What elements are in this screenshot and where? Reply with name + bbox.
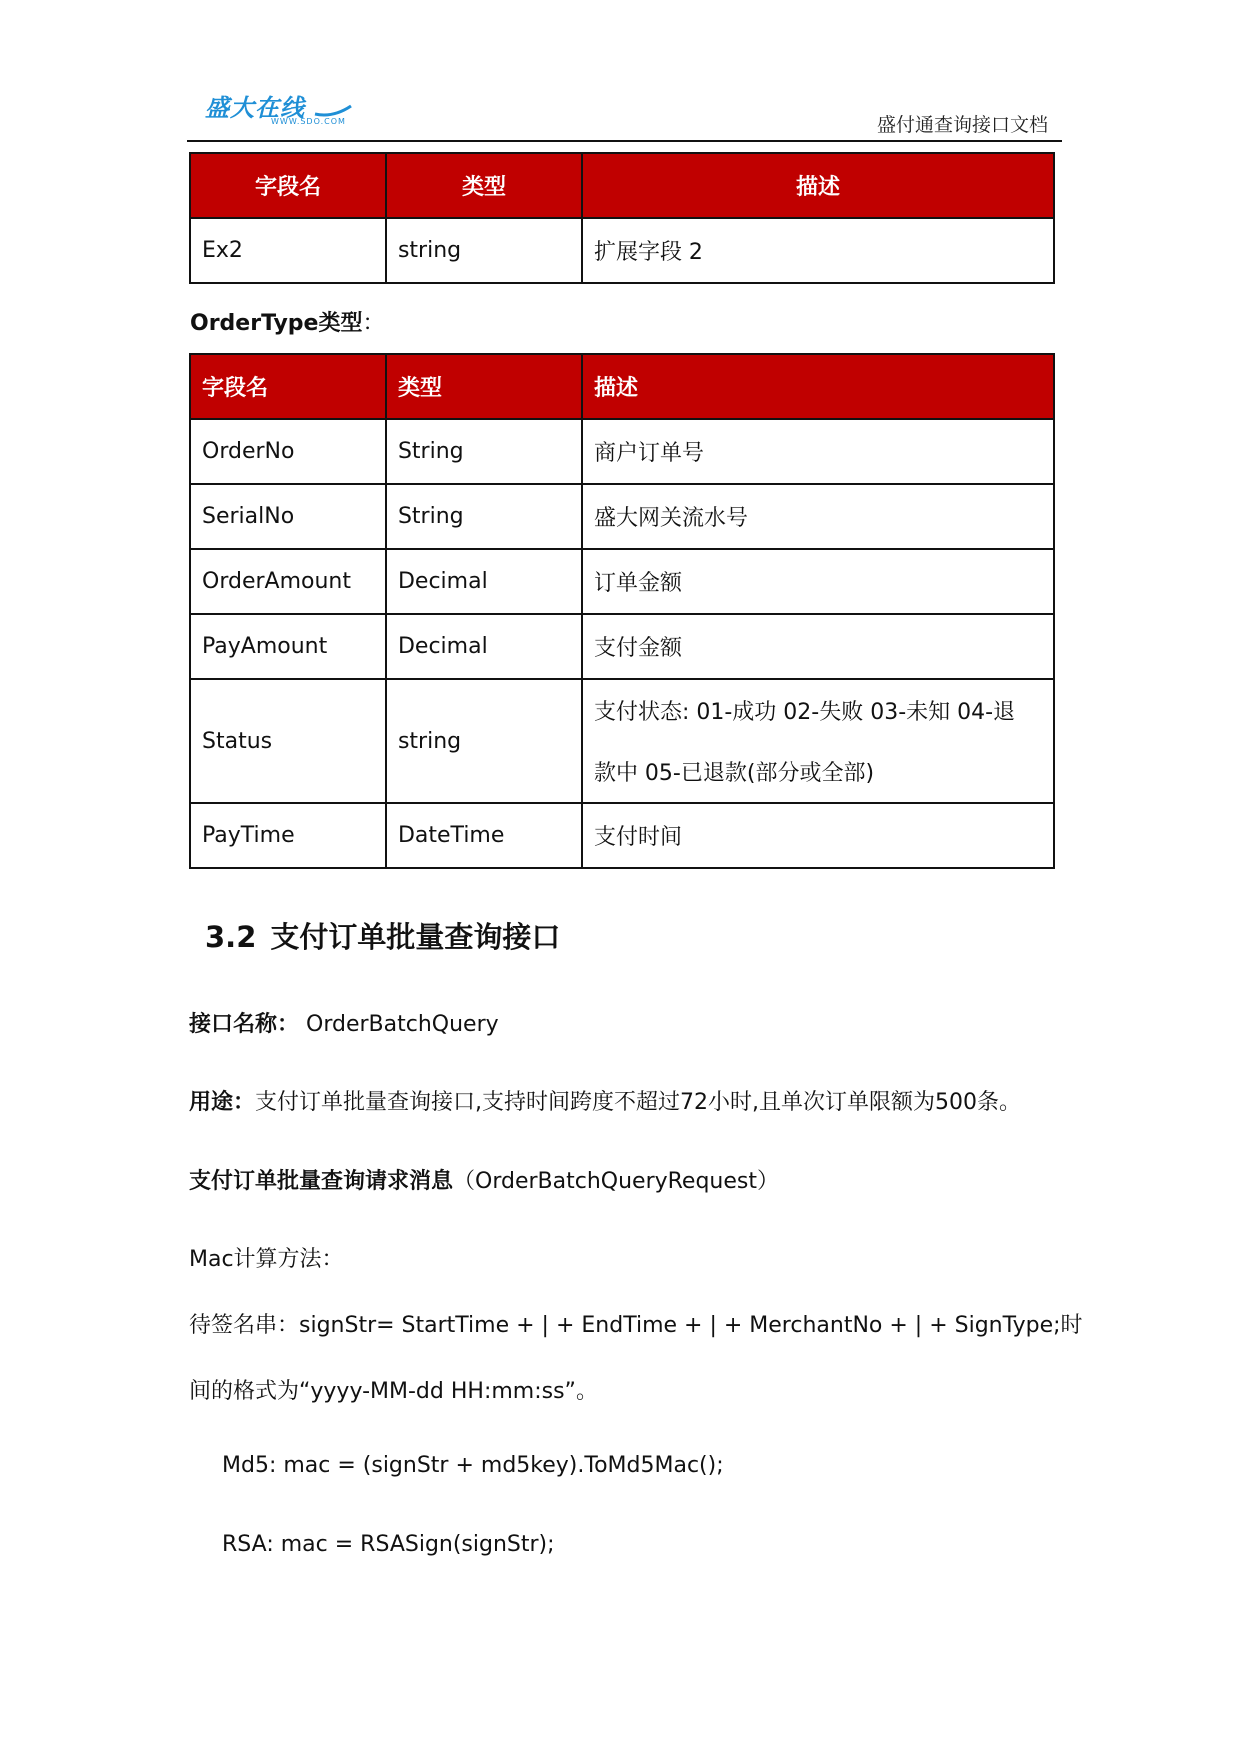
section-heading [205, 915, 560, 956]
status-desc-line-2: 款中 05-已退款(部分或全部) [593, 761, 875, 786]
field-type-cell: string [386, 679, 582, 803]
field-desc-cell: 扩展字段 2 [582, 218, 1054, 283]
section-title: 支付订单批量查询接口 [270, 920, 561, 954]
column-header-type: 类型 [386, 153, 582, 218]
interface-name-line [189, 1007, 499, 1038]
column-header-field-name: 字段名 [190, 354, 386, 419]
field-type-cell: Decimal [386, 549, 582, 614]
logo-text: 盛大在线 [205, 94, 305, 122]
field-name-cell: SerialNo [190, 484, 386, 549]
usage-value: 支付订单批量查询接口,支持时间跨度不超过72小时,且单次订单限额为500条。 [255, 1090, 1021, 1115]
md5-formula-line: Md5: mac = (signStr + md5key).ToMd5Mac(); [222, 1453, 724, 1478]
request-label: 支付订单批量查询请求消息 [189, 1169, 454, 1194]
header-divider [187, 140, 1062, 142]
request-message-line [189, 1164, 779, 1195]
table-row [190, 679, 1054, 803]
field-type-cell: string [386, 218, 582, 283]
caption-colon: ： [362, 311, 385, 336]
request-value: （OrderBatchQueryRequest） [453, 1169, 779, 1194]
field-type-cell: Decimal [386, 614, 582, 679]
field-type-cell: DateTime [386, 803, 582, 868]
field-desc-cell [582, 679, 1054, 803]
logo-subtext: WWW.SDO.COM [271, 117, 346, 126]
status-desc-line-1: 支付状态: 01-成功 02-失败 03-未知 04-退 [593, 700, 1016, 725]
field-type-cell: String [386, 419, 582, 484]
sign-string-line-1: 待签名串：signStr= StartTime + | + EndTime + | + MerchantNo + | + SignType;时 [189, 1313, 1083, 1338]
field-name-cell: Ex2 [190, 218, 386, 283]
usage-line [189, 1085, 1021, 1116]
rsa-formula-line: RSA: mac = RSASign(signStr); [222, 1532, 555, 1557]
interface-label: 接口名称： [189, 1012, 300, 1037]
field-desc-cell: 订单金额 [582, 549, 1054, 614]
field-name-cell: OrderNo [190, 419, 386, 484]
field-name-cell: Status [190, 679, 386, 803]
field-desc-cell: 盛大网关流水号 [582, 484, 1054, 549]
mac-method-line: Mac计算方法： [189, 1247, 344, 1272]
column-header-description: 描述 [582, 153, 1054, 218]
field-desc-cell: 商户订单号 [582, 419, 1054, 484]
usage-label: 用途： [189, 1090, 256, 1115]
order-type-table [189, 353, 1055, 869]
table-row [190, 218, 1054, 283]
extension-field-table [189, 152, 1055, 284]
column-header-field-name: 字段名 [190, 153, 386, 218]
logo-swoosh-icon [313, 104, 353, 118]
field-name-cell: PayAmount [190, 614, 386, 679]
sign-string-line-2: 间的格式为“yyyy-MM-dd HH:mm:ss”。 [189, 1379, 598, 1404]
table-row [190, 549, 1054, 614]
column-header-type: 类型 [386, 354, 582, 419]
field-name-cell: OrderAmount [190, 549, 386, 614]
table-row [190, 419, 1054, 484]
table-header-row [190, 354, 1054, 419]
field-name-cell: PayTime [190, 803, 386, 868]
caption-bold: OrderType类型 [190, 311, 363, 336]
section-number: 3.2 [205, 920, 257, 954]
column-header-description: 描述 [582, 354, 1054, 419]
field-desc-cell: 支付金额 [582, 614, 1054, 679]
document-header-title: 盛付通查询接口文档 [876, 114, 1048, 136]
company-logo [205, 88, 355, 128]
field-desc-cell: 支付时间 [582, 803, 1054, 868]
order-type-caption [190, 306, 385, 337]
table-header-row [190, 153, 1054, 218]
table-row [190, 803, 1054, 868]
table-row [190, 484, 1054, 549]
field-type-cell: String [386, 484, 582, 549]
interface-value: OrderBatchQuery [299, 1012, 499, 1037]
table-row [190, 614, 1054, 679]
